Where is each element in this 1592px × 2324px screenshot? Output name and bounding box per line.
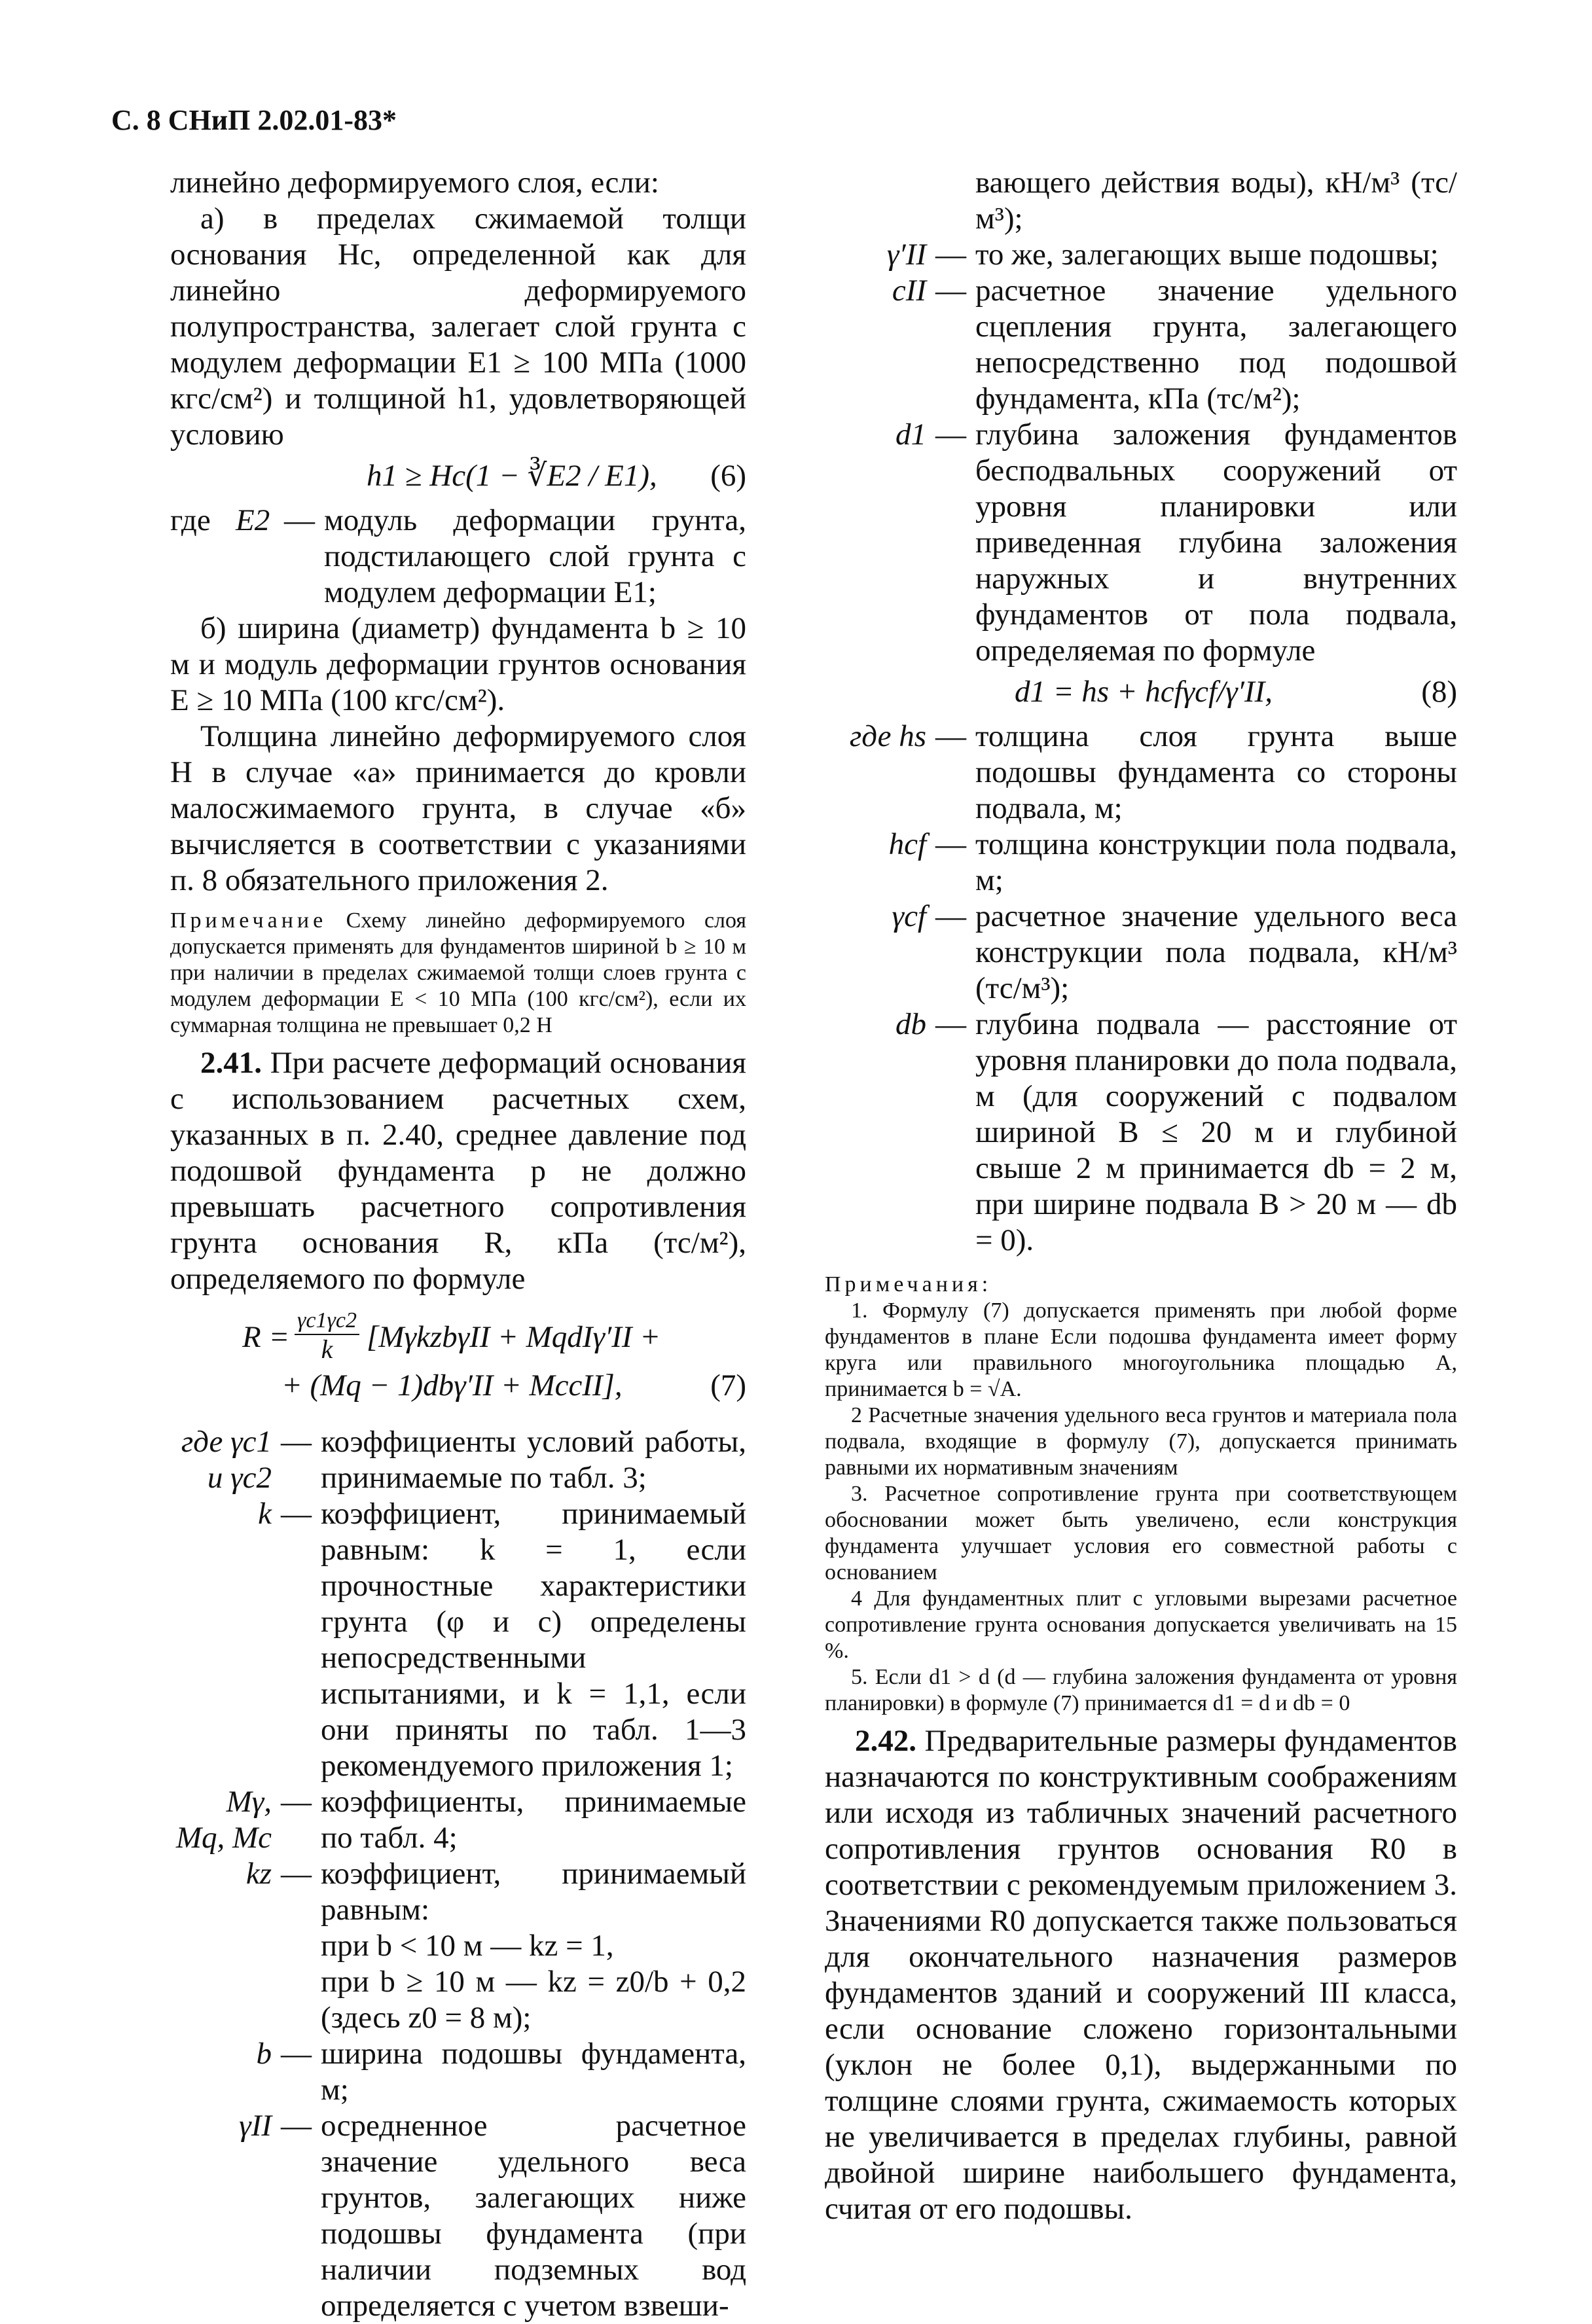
definition-row: [825, 1007, 1457, 1259]
definition-dash: —: [935, 719, 966, 753]
definition-text: глубина заложения фундаментов бесподвальных сооружений от уровня планировки или приведенная глубина заложения наружных и внутренних фундаментов от пола подвала, определяемая по формуле: [975, 418, 1457, 668]
note-item: 1. Формулу (7) допускается применять при любой форме фундаментов в плане Если подошва фундамента имеет форму круга или правильного многоугольника площадью A, принимается b = √A.: [825, 1298, 1457, 1401]
definition-row: [170, 1496, 746, 1784]
note-item: 5. Если d1 > d (d — глубина заложения фундамента от уровня планировки) в формуле (7) принимается d1 = d и db = 0: [825, 1665, 1457, 1715]
section-number: 2.42.: [855, 1724, 916, 1758]
note-item: 2 Расчетные значения удельного веса грунтов и материала пола подвала, входящие в формулу (7), допускается принимать равными их нормативным значениям: [825, 1403, 1457, 1480]
paragraph-a: а) в пределах сжимаемой толщи основания Hc, определенной как для линейно деформируемого полупространства, залегает слой грунта с модулем деформации E1 ≥ 100 МПа (1000 кгс/см²) и толщиной h1, удовлетворяющей условию: [170, 202, 746, 452]
definition-row: [170, 1964, 746, 2036]
formula-7-line-1: [170, 1310, 746, 1363]
notes-list: [825, 1298, 1457, 1717]
definition-row: [170, 1424, 746, 1496]
formula-lhs: R =: [242, 1320, 290, 1354]
definition-text: расчетное значение удельного веса конструкции пола подвала, кН/м³ (тс/м³);: [975, 899, 1457, 1005]
definition-row: [170, 2036, 746, 2108]
definition-symbol: k: [258, 1497, 272, 1531]
definition-text: коэффициенты условий работы, принимаемые по табл. 3;: [321, 1425, 746, 1495]
definition-text: коэффициенты, принимаемые по табл. 4;: [321, 1785, 746, 1855]
definition-symbol: cII: [892, 274, 926, 308]
formula-7-line-2: [170, 1368, 746, 1407]
formula-expression: h1 ≥ Hc(1 − ∛E2 / E1),: [367, 459, 657, 493]
definition-text: глубина подвала — расстояние от уровня планировки до пола подвала, м (для сооружений с подвалом шириной B ≤ 20 м и глубиной свыше 2 м принимается db = 2 м, при ширине подвала B > 20 м — db = 0).: [975, 1007, 1457, 1257]
definition-row: [825, 237, 1457, 273]
formula-expression: + (Mq − 1)dbγ′II + McсII],: [281, 1368, 623, 1403]
formula-fraction: [295, 1308, 359, 1364]
definition-row: [170, 503, 746, 611]
definition-symbol: γ′II: [886, 238, 926, 272]
note-text: Схему линейно деформируемого слоя допускается применять для фундаментов шириной b ≥ 10 м при наличии в пределах сжимаемой толщи слоев грунта с модулем деформации E < 10 МПа (100 кгс/см²), если их суммарная толщина не превышает 0,2 H: [170, 908, 747, 1037]
definition-row: [170, 1856, 746, 1928]
definition-dash: —: [281, 1425, 312, 1459]
left-column: [170, 165, 746, 2324]
definitions-list: [825, 237, 1457, 669]
definition-dash: —: [935, 827, 966, 861]
definition-dash: —: [935, 899, 966, 933]
definition-row: [170, 2108, 746, 2324]
formula-8: [825, 674, 1457, 713]
formula-expression: [MγkzbγII + MqdIγ′II +: [367, 1320, 661, 1354]
right-column: [825, 165, 1457, 2227]
section-text: Предварительные размеры фундаментов назначаются по конструктивным соображениям или исходя из табличных значений расчетного сопротивления грунтов основания R0 в соответствии с рекомендуемым приложением 3. Значениями R0 допускается также пользоваться для окончательного назначения размеров фундаментов зданий и сооружений III класса, если основание сложено горизонтальными (уклон не более 0,1), выдержанными по толщине слоями грунта, сжимаемость которых не увеличивается в пределах глубины, равной двойной ширине наибольшего фундамента, считая от его подошвы.: [825, 1724, 1457, 2226]
definition-symbol: d1: [895, 418, 926, 452]
definition-row: [170, 1784, 746, 1856]
definition-dash: —: [935, 1007, 966, 1041]
definition-text: толщина конструкции пола подвала, м;: [975, 827, 1457, 897]
definition-row: [170, 1928, 746, 1964]
note: [170, 908, 746, 1039]
definition-dash: —: [281, 1785, 312, 1819]
definition-dash: —: [935, 274, 966, 308]
definition-dash: —: [281, 1857, 312, 1891]
definition-text: коэффициент, принимаемый равным:: [321, 1857, 746, 1927]
definition-text: коэффициент, принимаемый равным: k = 1, если прочностные характеристики грунта (φ и c) определены непосредственными испытаниями, и k = 1,1, если они приняты по табл. 1—3 рекомендуемого приложения 1;: [321, 1497, 746, 1783]
definition-dash: —: [935, 238, 966, 272]
formula-expression: d1 = hs + hcfγcf/γ′II,: [1015, 675, 1273, 709]
definition-symbol: γcf: [892, 899, 926, 933]
definition-symbol: γII: [239, 2109, 272, 2143]
definition-symbol: где hs: [849, 719, 926, 753]
definition-text: при b < 10 м — kz = 1,: [321, 1929, 614, 1963]
paragraph: линейно деформируемого слоя, если:: [170, 166, 659, 200]
definition-dash: —: [281, 2109, 312, 2143]
notes-label: Примечания:: [825, 1272, 992, 1296]
definition-text: при b ≥ 10 м — kz = z0/b + 0,2 (здесь z0 = 8 м);: [321, 1965, 746, 2035]
formula-number: (7): [710, 1368, 746, 1403]
definition-dash: —: [281, 2037, 312, 2071]
definition-dash: —: [284, 503, 315, 537]
fraction-numerator: γc1γc2: [295, 1308, 359, 1335]
definition-continuation: [825, 165, 1457, 237]
definition-symbol: kz: [245, 1857, 272, 1891]
definition-row: [825, 827, 1457, 899]
note-label: Примечание: [170, 908, 327, 933]
definition-text: то же, залегающих выше подошвы;: [975, 238, 1439, 272]
definition-text: расчетное значение удельного сцепления грунта, залегающего непосредственно под подошвой фундамента, кПа (тс/м²);: [975, 274, 1457, 416]
where-label: где: [170, 503, 211, 537]
definition-row: [825, 417, 1457, 669]
page-header: С. 8 СНиП 2.02.01-83*: [111, 104, 397, 136]
formula-6: [170, 458, 746, 497]
definition-symbol: где γc1 и γc2: [181, 1425, 272, 1495]
definition-symbol: E2: [236, 503, 270, 537]
definition-text: толщина слоя грунта выше подошвы фундамента со стороны подвала, м;: [975, 719, 1457, 825]
definitions-list: [825, 719, 1457, 1259]
formula-number: (6): [710, 459, 746, 493]
definition-symbol: db: [895, 1007, 926, 1041]
definition-dash: —: [281, 1497, 312, 1531]
definition-text: вающего действия воды), кН/м³ (тс/м³);: [975, 166, 1457, 236]
section-number: 2.41.: [200, 1046, 262, 1080]
definition-symbol: hcf: [888, 827, 926, 861]
definition-dash: —: [935, 418, 966, 452]
section-text: При расчете деформаций основания с использованием расчетных схем, указанных в п. 2.40, среднее давление под подошвой фундамента p не должно превышать расчетного сопротивления грунта основания R, кПа (тс/м²), определяемого по формуле: [170, 1046, 746, 1296]
fraction-denominator: k: [321, 1334, 333, 1364]
definitions-list: [170, 1424, 746, 2324]
section-2-42: [825, 1723, 1457, 2227]
note-item: 3. Расчетное сопротивление грунта при соответствующем обосновании может быть увеличено, если конструкция фундамента улучшает условия его совместной работы с основанием: [825, 1482, 1457, 1584]
paragraph: Толщина линейно деформируемого слоя H в случае «а» принимается до кровли малосжимаемого грунта, в случае «б» вычисляется в соответствии с указаниями п. 8 обязательного приложения 2.: [170, 719, 746, 897]
definition-text: модуль деформации грунта, подстилающего слой грунта с модулем деформации E1;: [324, 503, 746, 609]
definition-text: осредненное расчетное значение удельного веса грунтов, залегающих ниже подошвы фундамента (при наличии подземных вод определяется с учетом взвеши-: [321, 2109, 746, 2323]
paragraph-b: б) ширина (диаметр) фундамента b ≥ 10 м и модуль деформации грунтов основания E ≥ 10 МПа (100 кгс/см²).: [170, 611, 746, 717]
definition-row: [825, 719, 1457, 827]
note-item: 4 Для фундаментных плит с угловыми вырезами расчетное сопротивление грунта основания допускается увеличивать на 15 %.: [825, 1586, 1457, 1663]
definition-row: [825, 899, 1457, 1007]
formula-number: (8): [1421, 675, 1457, 709]
definition-text: ширина подошвы фундамента, м;: [321, 2037, 746, 2107]
section-2-41: [170, 1045, 746, 1297]
notes: [825, 1272, 1457, 1717]
definition-symbol: b: [256, 2037, 272, 2071]
definition-row: [825, 273, 1457, 417]
definition-symbol: Mγ, Mq, Mc: [175, 1785, 272, 1855]
